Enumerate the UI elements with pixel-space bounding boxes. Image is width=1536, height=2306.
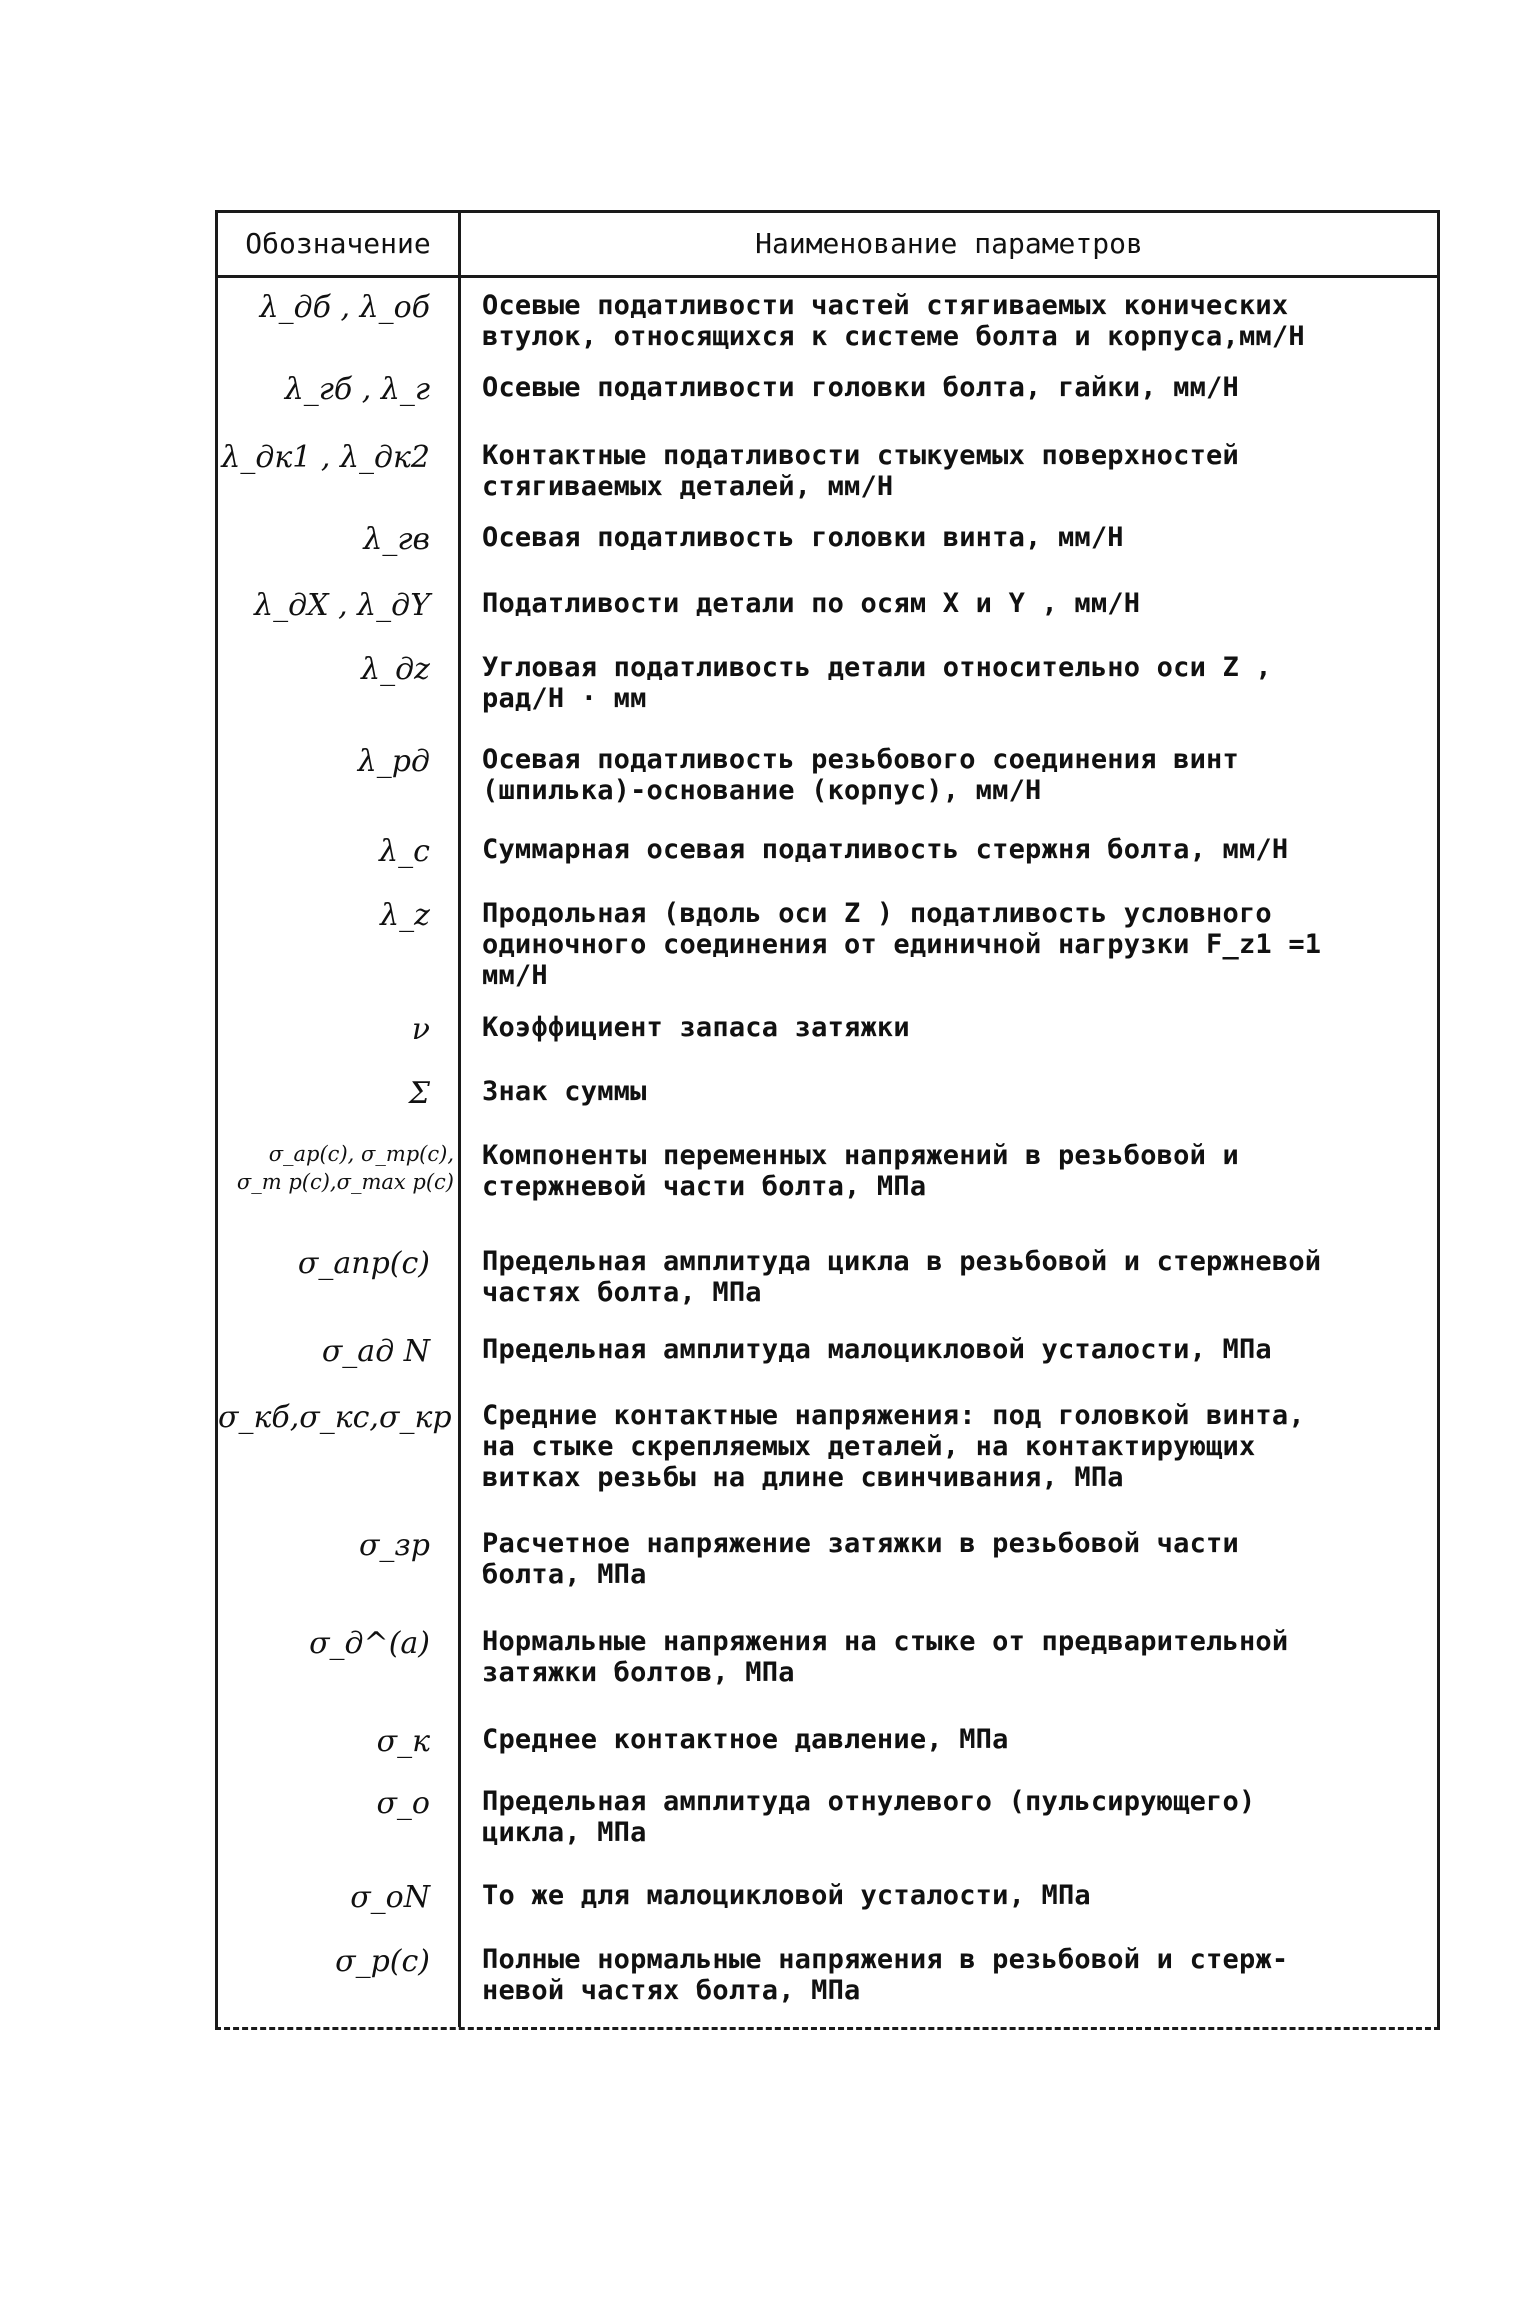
table-row [218, 430, 1437, 514]
row-description: Контактные податливости стыкуемых поверхностей стягиваемых деталей, мм/Н [482, 440, 1239, 502]
header-name: Наименование параметров [755, 227, 1143, 260]
table-header [218, 213, 1437, 278]
row-symbol: σ_к [376, 1724, 430, 1759]
header-symbol: Обозначение [245, 227, 431, 260]
row-description: Знак суммы [482, 1076, 647, 1107]
table-row [218, 1936, 1437, 2024]
row-symbol: σ_кб,σ_кс,σ_кр [218, 1400, 452, 1435]
row-description: Среднее контактное давление, МПа [482, 1724, 1009, 1755]
table-row [218, 642, 1437, 734]
row-description: Осевые податливости частей стягиваемых конических втулок, относящихся к системе болта и корпуса,мм/Н [482, 290, 1305, 352]
row-symbol: ν [411, 1012, 430, 1047]
row-symbol: λ_дz [361, 652, 430, 687]
row-description: Суммарная осевая податливость стержня болта, мм/Н [482, 834, 1289, 865]
row-description: Предельная амплитуда отнулевого (пульсирующего) цикла, МПа [482, 1786, 1256, 1848]
row-symbol: σ_р(с) [335, 1944, 430, 1979]
row-description: Осевая податливость резьбового соединения винт (шпилька)-основание (корпус), мм/Н [482, 744, 1239, 806]
row-symbol: λ_гв [363, 522, 430, 557]
row-description: Предельная амплитуда малоцикловой усталости, МПа [482, 1334, 1272, 1365]
table-row [218, 1132, 1437, 1240]
table-row [218, 1718, 1437, 1776]
table-row [218, 1776, 1437, 1874]
table-row [218, 514, 1437, 580]
row-description: Осевая податливость головки винта, мм/Н [482, 522, 1124, 553]
row-description: Средние контактные напряжения: под головкой винта, на стыке скрепляемых деталей, на контактирующих витках резьбы на длине свинчивания, МПа [482, 1400, 1305, 1493]
row-description: Полные нормальные напряжения в резьбовой и стерж- невой частях болта, МПа [482, 1944, 1289, 2006]
row-symbol: λ_z [380, 898, 430, 933]
table-row [218, 734, 1437, 824]
row-description: Предельная амплитуда цикла в резьбовой и стержневой частях болта, МПа [482, 1246, 1322, 1308]
table-row [218, 278, 1437, 362]
table-row [218, 1240, 1437, 1328]
row-symbol: λ_дк1 , λ_дк2 [221, 440, 430, 475]
row-symbol: λ_дб , λ_об [259, 290, 430, 325]
table-row [218, 824, 1437, 890]
table-row [218, 1520, 1437, 1612]
table-body [218, 278, 1437, 2024]
row-description: Угловая податливость детали относительно оси Z , рад/Н · мм [482, 652, 1272, 714]
row-description: Продольная (вдоль оси Z ) податливость условного одиночного соединения от единичной нагрузки F_z1 =1 мм/Н [482, 898, 1322, 991]
table-row [218, 1874, 1437, 1936]
row-symbol: λ_гб , λ_г [284, 372, 430, 407]
table-row [218, 1392, 1437, 1520]
parameters-table [215, 210, 1440, 2030]
row-description: Компоненты переменных напряжений в резьбовой и стержневой части болта, МПа [482, 1140, 1239, 1202]
row-description: Податливости детали по осям X и Y , мм/Н [482, 588, 1141, 619]
table-row [218, 1006, 1437, 1070]
row-description: То же для малоцикловой усталости, МПа [482, 1880, 1091, 1911]
table-row [218, 890, 1437, 1006]
row-symbol: σ_ар(с), σ_тр(с), σ_т р(с),σ_тах р(с) [236, 1142, 454, 1194]
table-row [218, 1070, 1437, 1132]
row-symbol: σ_апр(с) [297, 1246, 430, 1281]
row-description: Расчетное напряжение затяжки в резьбовой части болта, МПа [482, 1528, 1239, 1590]
row-symbol: λ_с [379, 834, 430, 869]
row-symbol: σ_д^(а) [309, 1626, 430, 1661]
table-row [218, 1328, 1437, 1392]
row-description: Осевые податливости головки болта, гайки, мм/Н [482, 372, 1239, 403]
row-description: Коэффициент запаса затяжки [482, 1012, 910, 1043]
row-symbol: σ_оN [350, 1880, 430, 1915]
row-symbol: σ_зр [358, 1528, 430, 1563]
row-symbol: σ_о [376, 1786, 430, 1821]
row-symbol: Σ [408, 1076, 430, 1111]
table-row [218, 580, 1437, 642]
table-row [218, 1612, 1437, 1718]
table-row [218, 362, 1437, 430]
row-symbol: σ_ад N [321, 1334, 430, 1369]
row-description: Нормальные напряжения на стыке от предварительной затяжки болтов, МПа [482, 1626, 1289, 1688]
row-symbol: λ_дX , λ_дY [254, 588, 430, 623]
row-symbol: λ_рд [357, 744, 430, 779]
